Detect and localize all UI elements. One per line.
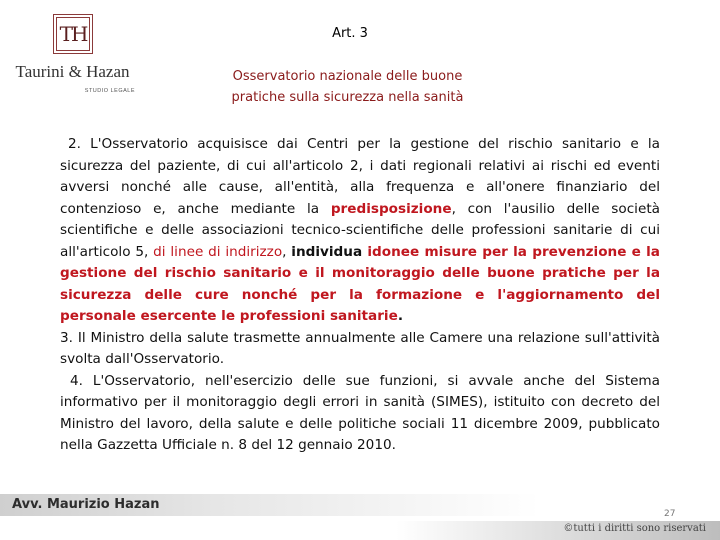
paragraph-4: 4. L'Osservatorio, nell'esercizio delle sue funzioni, si avvale anche del Sistema informativo per il monitoraggio degli errori in sanità (SIMES), istituito con decreto del Ministro del lavoro, della salute e delle politiche sociali 11 dicembre 2009, pubblicato nella Gazzetta Ufficiale n. 8 del 12 gennaio 2010.: [60, 372, 660, 453]
para2-period: .: [397, 308, 403, 324]
article-body: [60, 134, 660, 457]
article-subtitle-line-1: Osservatorio nazionale delle buone: [232, 69, 463, 84]
paragraph-3: 3. Il Ministro della salute trasmette annualmente alle Camere una relazione sull'attività svolta dall'Osservatorio.: [60, 329, 660, 367]
para2-highlight-linee: di linee di indirizzo: [153, 243, 283, 260]
article-subtitle-line-2: pratiche sulla sicurezza nella sanità: [231, 90, 464, 105]
para2-text-3: ,: [282, 243, 292, 260]
paragraph-2: [60, 134, 660, 328]
logo-monogram: TH: [56, 17, 90, 51]
logo-firm-name: Taurini & Hazan: [15, 62, 130, 81]
copyright-notice: ©tutti i diritti sono riservati: [563, 523, 706, 534]
para2-text-1: 2. L'Osservatorio acquisisce dai Centri per la gestione del rischio sanitario e la sicurezza del paziente, di cui all'articolo 2, i dati regionali relativi ai rischi ed eventi avversi nonché alle cause, all'entità, alla frequenza e all'onere finanziario del contenzioso e, anche mediante la: [60, 136, 660, 217]
logo-subtitle: STUDIO LEGALE: [84, 88, 135, 94]
para2-highlight-predisposizione: predisposizione: [330, 200, 452, 217]
para2-bold-individua: individua: [291, 243, 363, 260]
footer-author: Avv. Maurizio Hazan: [12, 497, 160, 512]
para2-text-2: , con l'ausilio delle società scientifiche e delle associazioni tecnico-scientifiche delle professioni sanitarie di cui all'articolo 5,: [60, 200, 660, 260]
para2-highlight-misure: idonee misure per la prevenzione e la gestione del rischio sanitario e il monitoraggio delle buone pratiche per la sicurezza delle cure nonché per la formazione e l'aggiornamento del personale esercente le professioni sanitarie: [60, 243, 660, 324]
article-title: Art. 3: [332, 26, 368, 41]
article-subtitle: [180, 66, 515, 108]
page-number: 27: [664, 509, 676, 519]
firm-logo: [10, 10, 135, 100]
